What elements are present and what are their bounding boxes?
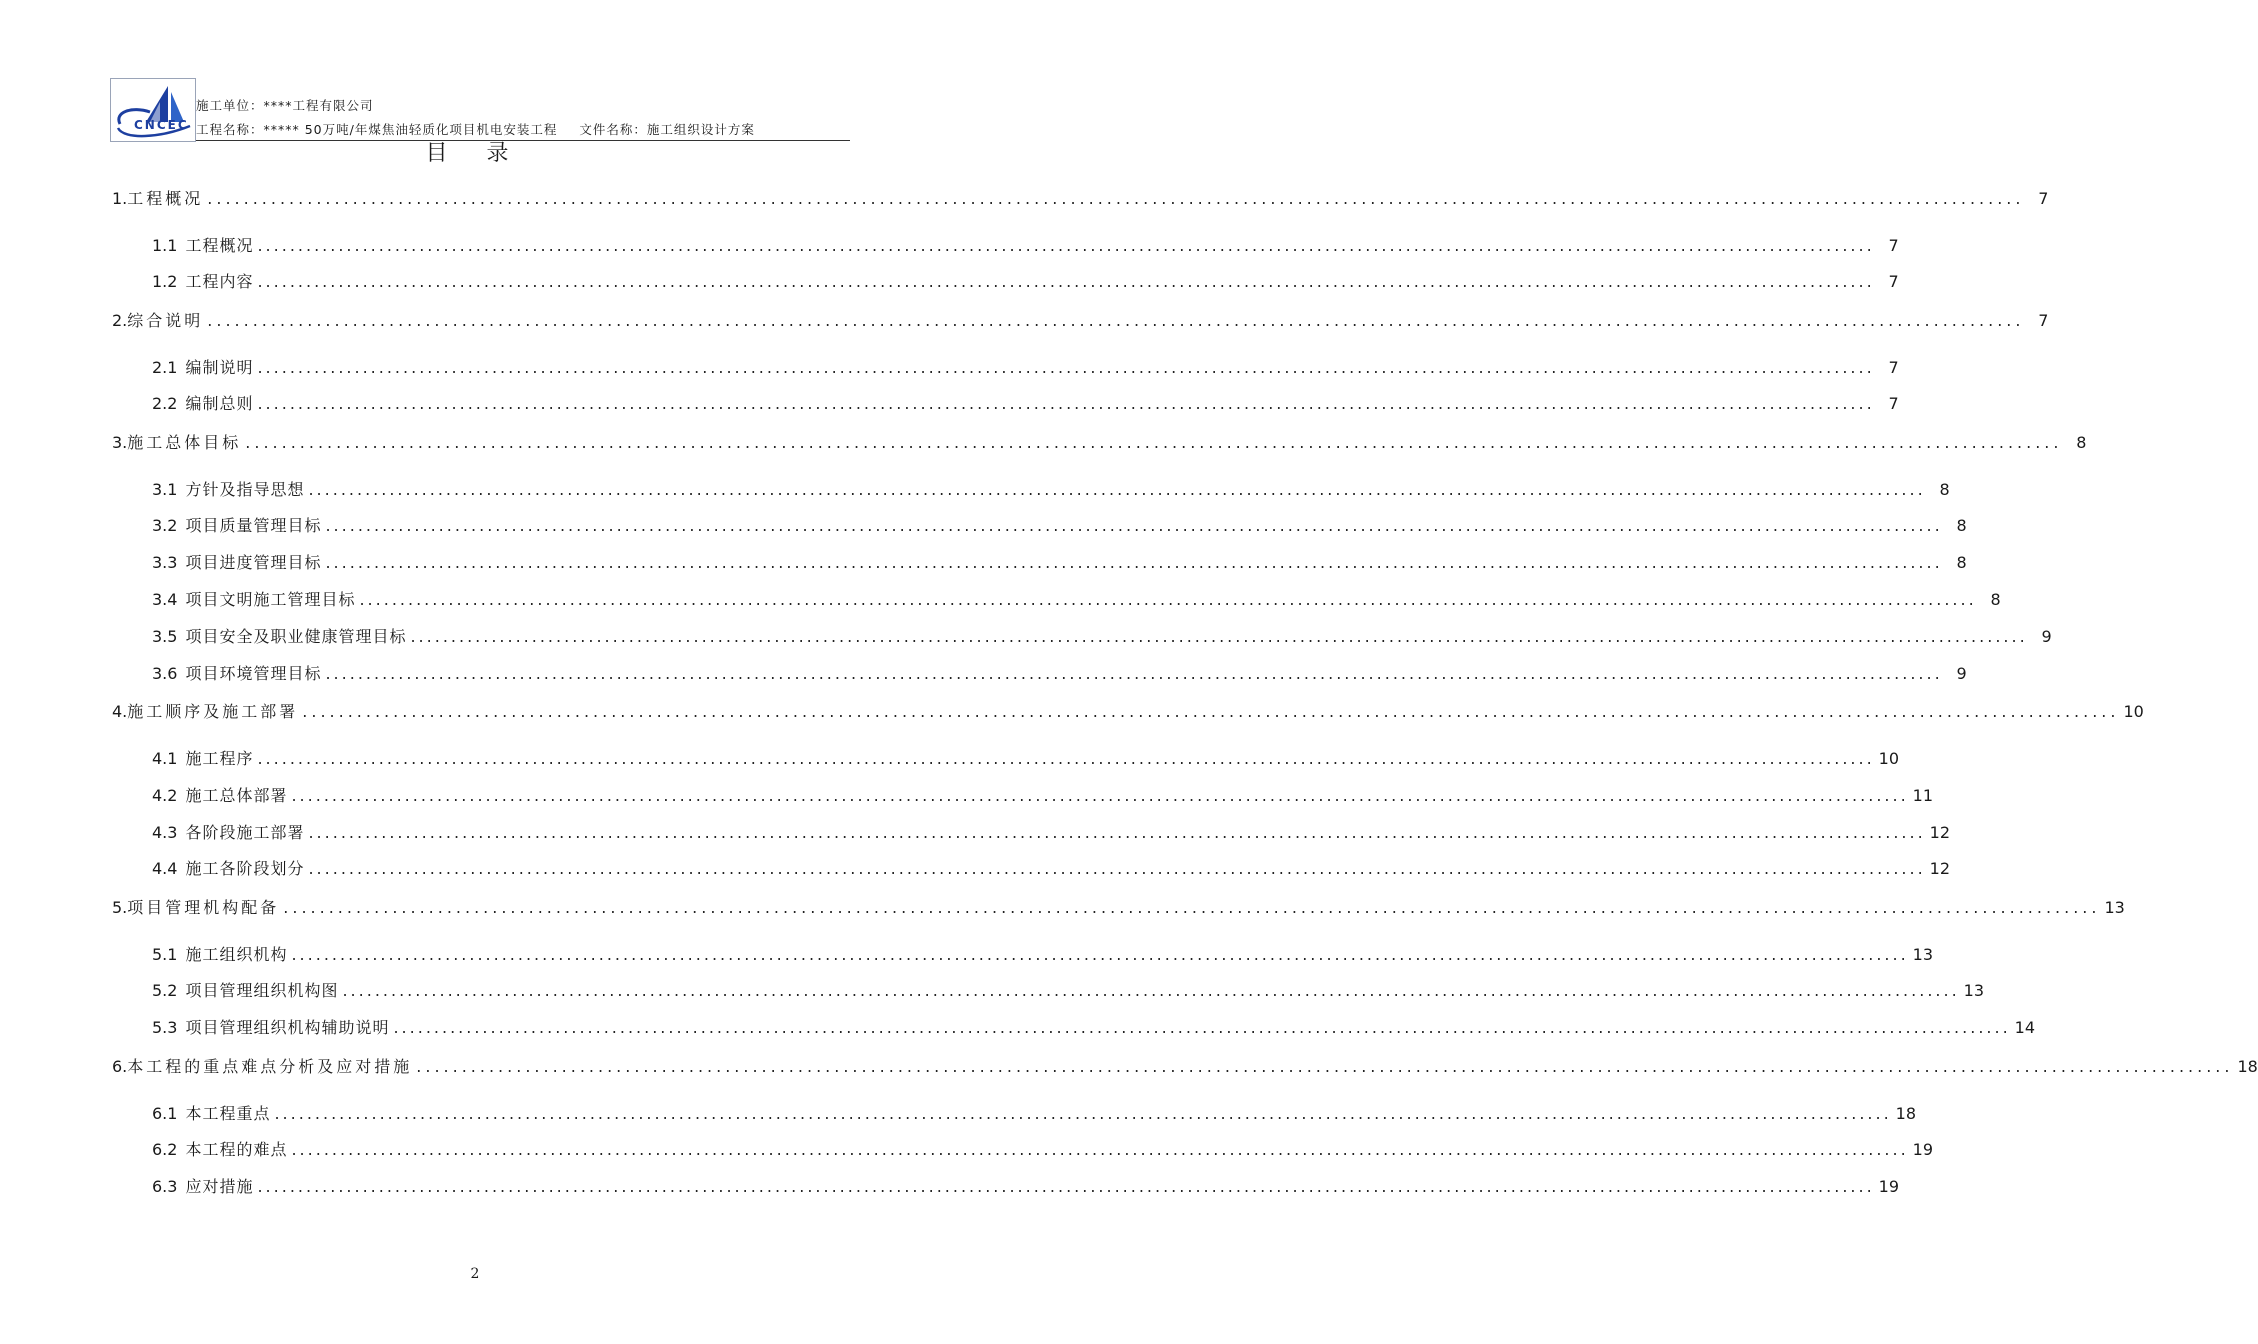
toc-label: 工程概况	[127, 189, 204, 208]
toc-number: 2.	[112, 311, 128, 331]
toc-number: 2.1	[152, 357, 178, 377]
toc-leader-dots: ........................................................................................................................................................................................................	[416, 1057, 2234, 1077]
toc-leader-dots: ........................................................................................................................................................................................................	[291, 1140, 1909, 1160]
toc-page-number: 8	[1990, 590, 2001, 610]
toc-subsection[interactable]	[112, 978, 1985, 1015]
toc-page-number: 13	[1963, 981, 1985, 1001]
toc-label: 本工程的重点难点分析及应对措施	[127, 1057, 413, 1077]
page-number: 2	[470, 1266, 480, 1282]
toc-page-number: 8	[1939, 479, 1950, 499]
toc-page-number: 8	[1956, 516, 1967, 536]
toc-page-number: 19	[1912, 1140, 1934, 1160]
toc-leader-dots: ........................................................................................................................................................................................................	[325, 553, 1943, 573]
toc-label: 项目安全及职业健康管理目标	[185, 626, 407, 646]
toc-page-number: 14	[2014, 1018, 2036, 1038]
logo-text: CNCEC	[134, 118, 189, 132]
toc-label: 编制说明	[185, 357, 254, 377]
toc-label: 编制总则	[185, 394, 254, 414]
toc-number: 6.1	[152, 1103, 178, 1123]
toc-number: 6.	[112, 1057, 128, 1077]
toc-subsection[interactable]	[112, 624, 2052, 661]
toc-label: 施工总体目标	[127, 433, 242, 453]
table-of-contents	[112, 184, 2258, 1211]
toc-page-number: 7	[1888, 272, 1899, 292]
toc-leader-dots: ........................................................................................................................................................................................................	[257, 357, 1875, 377]
toc-section[interactable]	[112, 428, 2087, 477]
toc-label: 工程内容	[185, 272, 254, 292]
toc-subsection[interactable]	[112, 1101, 1917, 1138]
toc-number: 4.2	[152, 785, 178, 805]
toc-label: 施工总体部署	[185, 785, 288, 805]
toc-number: 3.6	[152, 663, 178, 683]
toc-leader-dots: ........................................................................................................................................................................................................	[257, 235, 1875, 255]
toc-number: 1.2	[152, 272, 178, 292]
toc-label: 施工顺序及施工部署	[127, 702, 299, 722]
toc-leader-dots: ........................................................................................................................................................................................................	[245, 433, 2063, 453]
toc-page-number: 19	[1878, 1177, 1900, 1197]
toc-leader-dots: ........................................................................................................................................................................................................	[291, 785, 1909, 805]
toc-label: 施工组织机构	[185, 944, 288, 964]
toc-number: 3.3	[152, 553, 178, 573]
company-logo	[110, 78, 196, 142]
toc-section[interactable]	[112, 697, 2144, 746]
toc-leader-dots: ........................................................................................................................................................................................................	[274, 1103, 1892, 1123]
toc-leader-dots: ........................................................................................................................................................................................................	[207, 311, 2025, 331]
toc-leader-dots: ........................................................................................................................................................................................................	[257, 1177, 1875, 1197]
toc-leader-dots: ........................................................................................................................................................................................................	[308, 859, 1926, 879]
toc-label: 项目环境管理目标	[185, 663, 322, 683]
toc-section[interactable]	[112, 306, 2049, 355]
toc-subsection[interactable]	[112, 550, 1967, 587]
toc-subsection[interactable]	[112, 391, 1899, 428]
toc-number: 4.	[112, 702, 128, 722]
toc-leader-dots: ........................................................................................................................................................................................................	[359, 590, 1977, 610]
toc-leader-dots: ........................................................................................................................................................................................................	[393, 1018, 2011, 1038]
toc-number: 4.1	[152, 748, 178, 768]
toc-page-number: 7	[1888, 357, 1899, 377]
toc-leader-dots: ........................................................................................................................................................................................................	[325, 663, 1943, 683]
toc-leader-dots: ........................................................................................................................................................................................................	[257, 394, 1875, 414]
toc-label: 项目管理组织机构图	[185, 981, 339, 1001]
toc-number: 3.	[112, 433, 128, 453]
toc-section[interactable]	[112, 1052, 2258, 1101]
toc-label: 项目管理机构配备	[127, 898, 280, 918]
toc-page-number: 12	[1929, 822, 1951, 842]
logo-graphic	[110, 78, 196, 142]
toc-label: 项目文明施工管理目标	[185, 590, 356, 610]
toc-label: 项目管理组织机构辅助说明	[185, 1018, 390, 1038]
toc-label: 工程概况	[185, 235, 254, 255]
toc-number: 5.	[112, 898, 128, 918]
toc-subsection[interactable]	[112, 233, 1899, 270]
toc-number: 1.1	[152, 235, 178, 255]
toc-page-number: 11	[1912, 785, 1934, 805]
toc-subsection[interactable]	[112, 355, 1899, 392]
toc-number: 1.	[112, 189, 128, 208]
toc-title: 目 录	[425, 141, 525, 166]
toc-subsection[interactable]	[112, 783, 1934, 820]
toc-page-number: 10	[1878, 748, 1900, 768]
toc-subsection[interactable]	[112, 1015, 2036, 1052]
toc-subsection[interactable]	[112, 661, 1967, 698]
toc-leader-dots: ........................................................................................................................................................................................................	[257, 272, 1875, 292]
toc-subsection[interactable]	[112, 942, 1934, 979]
toc-number: 5.3	[152, 1018, 178, 1038]
toc-subsection[interactable]	[112, 513, 1967, 550]
toc-number: 4.4	[152, 859, 178, 879]
toc-number: 4.3	[152, 822, 178, 842]
toc-leader-dots: ........................................................................................................................................................................................................	[207, 189, 2025, 208]
toc-page-number: 18	[2237, 1057, 2258, 1077]
toc-section[interactable]	[112, 893, 2125, 942]
toc-subsection[interactable]	[112, 746, 1900, 783]
file-name: 文件名称：施工组织设计方案	[579, 122, 755, 137]
toc-number: 6.2	[152, 1140, 178, 1160]
toc-leader-dots: ........................................................................................................................................................................................................	[325, 516, 1943, 536]
toc-leader-dots: ........................................................................................................................................................................................................	[291, 944, 1909, 964]
toc-page-number: 7	[1888, 394, 1899, 414]
toc-number: 5.1	[152, 944, 178, 964]
toc-label: 施工程序	[185, 748, 254, 768]
toc-subsection[interactable]	[112, 856, 1951, 893]
construction-unit: 施工单位：****工程有限公司	[196, 98, 374, 113]
toc-number: 3.1	[152, 479, 178, 499]
toc-label: 项目质量管理目标	[185, 516, 322, 536]
toc-page-number: 7	[2038, 189, 2049, 208]
toc-label: 项目进度管理目标	[185, 553, 322, 573]
toc-page-number: 10	[2123, 702, 2144, 722]
toc-number: 3.4	[152, 590, 178, 610]
toc-leader-dots: ........................................................................................................................................................................................................	[308, 822, 1926, 842]
project-name: 工程名称：***** 50万吨/年煤焦油轻质化项目机电安装工程	[196, 122, 558, 137]
toc-leader-dots: ........................................................................................................................................................................................................	[308, 479, 1926, 499]
toc-leader-dots: ........................................................................................................................................................................................................	[302, 702, 2120, 722]
toc-label: 本工程的难点	[185, 1140, 288, 1160]
toc-page-number: 7	[1888, 235, 1899, 255]
toc-subsection[interactable]	[112, 820, 1951, 857]
toc-page-number: 12	[1929, 859, 1951, 879]
toc-subsection[interactable]	[112, 269, 1899, 306]
toc-section[interactable]	[112, 184, 2049, 233]
toc-number: 3.5	[152, 626, 178, 646]
toc-leader-dots: ........................................................................................................................................................................................................	[342, 981, 1960, 1001]
toc-subsection[interactable]	[112, 587, 2001, 624]
toc-subsection[interactable]	[112, 1174, 1900, 1211]
toc-page-number: 18	[1895, 1103, 1917, 1123]
toc-label: 方针及指导思想	[185, 479, 305, 499]
toc-label: 各阶段施工部署	[185, 822, 305, 842]
toc-leader-dots: ........................................................................................................................................................................................................	[257, 748, 1875, 768]
toc-number: 6.3	[152, 1177, 178, 1197]
toc-label: 施工各阶段划分	[185, 859, 305, 879]
toc-page-number: 13	[1912, 944, 1934, 964]
toc-page-number: 9	[2041, 626, 2052, 646]
toc-number: 5.2	[152, 981, 178, 1001]
toc-subsection[interactable]	[112, 477, 1950, 514]
toc-leader-dots: ........................................................................................................................................................................................................	[283, 898, 2101, 918]
page-header	[110, 78, 850, 144]
toc-number: 2.2	[152, 394, 178, 414]
toc-page-number: 8	[2076, 433, 2087, 453]
toc-label: 应对措施	[185, 1177, 254, 1197]
toc-page-number: 8	[1956, 553, 1967, 573]
toc-leader-dots: ........................................................................................................................................................................................................	[410, 626, 2028, 646]
toc-page-number: 7	[2038, 311, 2049, 331]
toc-page-number: 13	[2104, 898, 2125, 918]
toc-subsection[interactable]	[112, 1137, 1934, 1174]
toc-page-number: 9	[1956, 663, 1967, 683]
toc-label: 综合说明	[127, 311, 204, 331]
toc-label: 本工程重点	[185, 1103, 271, 1123]
toc-number: 3.2	[152, 516, 178, 536]
